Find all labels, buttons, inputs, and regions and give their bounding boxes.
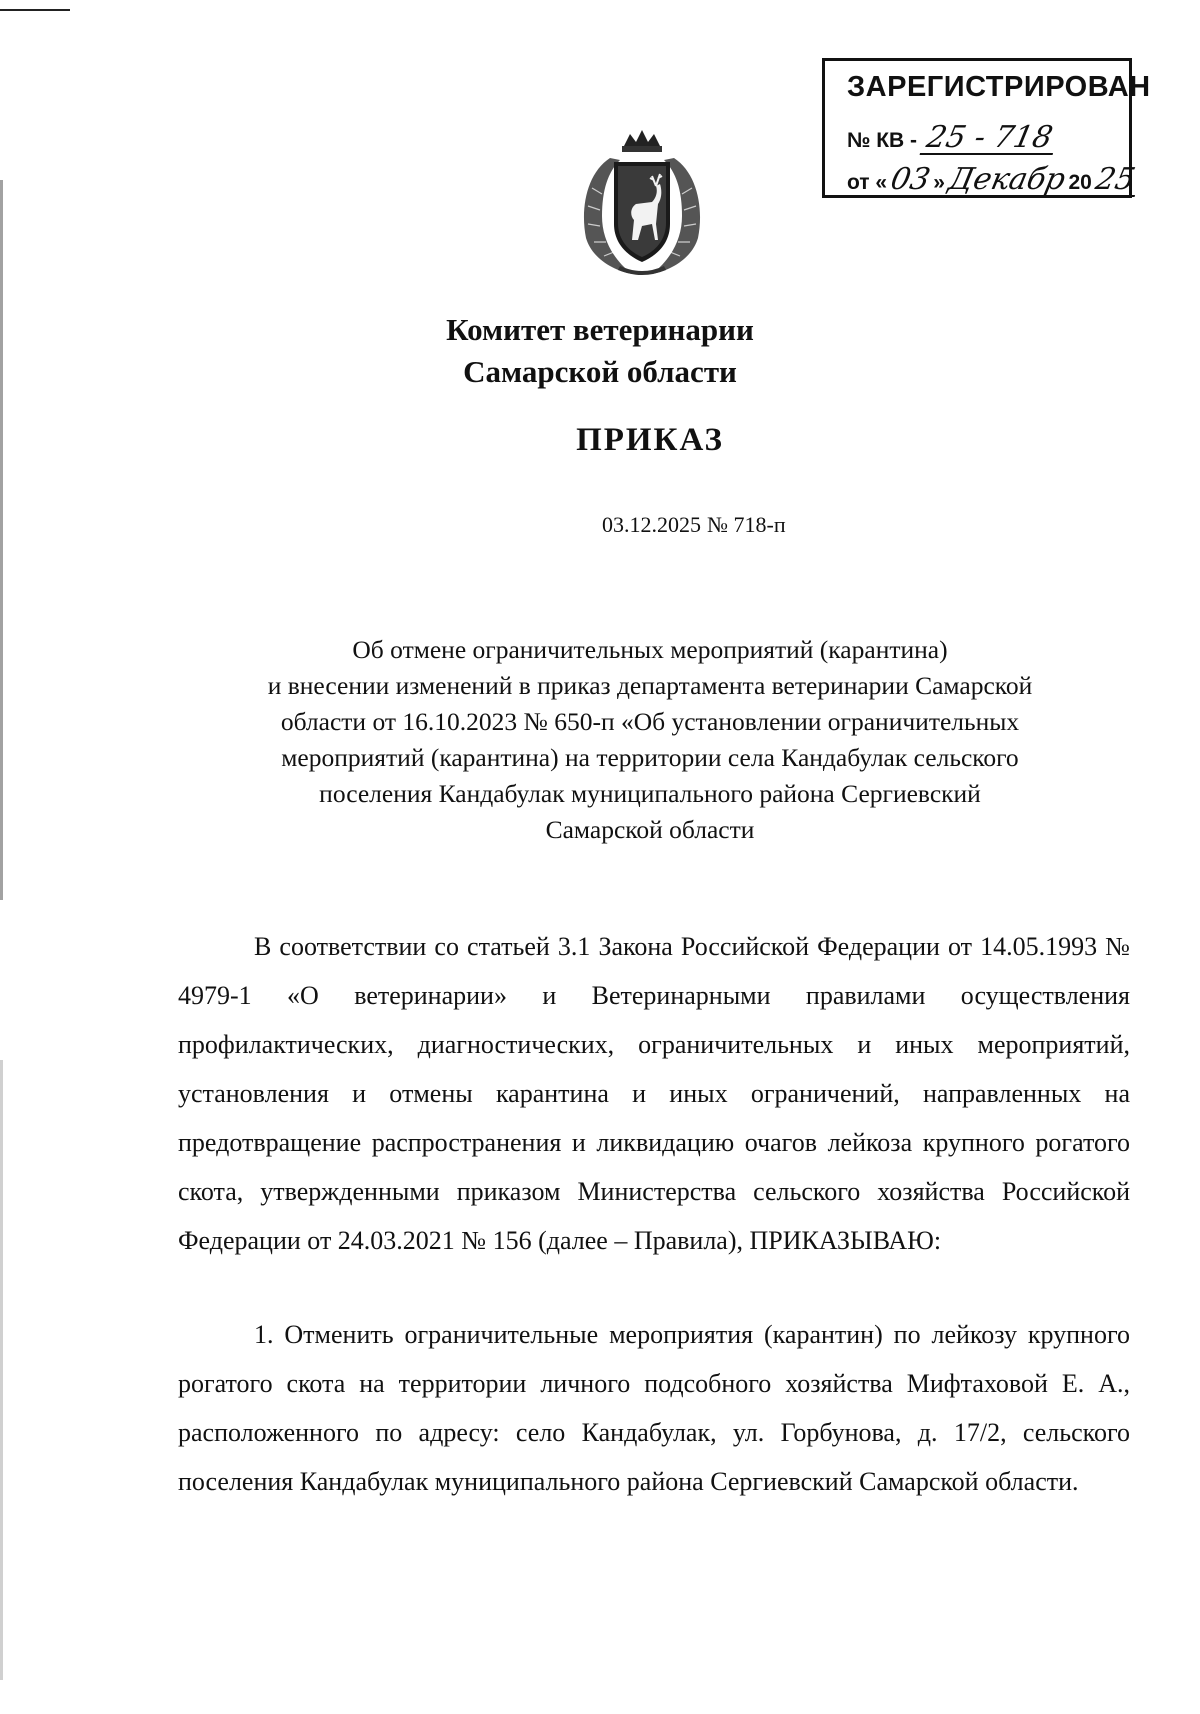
stamp-date-mid: » <box>933 171 945 194</box>
coat-of-arms-emblem <box>572 128 712 278</box>
stamp-date-year: 25 <box>1088 165 1141 197</box>
stamp-date-month: Декабр <box>942 165 1072 197</box>
stamp-title: ЗАРЕГИСТРИРОВАН <box>847 71 1151 103</box>
item-1-paragraph: 1. Отменить ограничительные мероприятия (карантин) по лейкозу крупного рогатого скота на территории личного подсобного хозяйства Мифтаховой Е. А., расположенного по адресу: село Кандабулак, ул. Горбунова, д. 17/2, сельского поселения Кандабулак муниципального района Сергиевский Самарской области. <box>178 1320 1130 1496</box>
stamp-date-prefix: от « <box>847 171 888 194</box>
body-preamble <box>178 922 1130 1265</box>
stamp-date-year-prefix: 20 <box>1068 171 1092 194</box>
stamp-date-day: 03 <box>884 165 937 197</box>
subject-line: мероприятий (карантина) на территории села Кандабулак сельского <box>281 743 1019 772</box>
order-subject <box>160 632 1140 848</box>
scan-artifact <box>0 180 3 900</box>
order-number: № 718-п <box>707 512 786 537</box>
stamp-date-row <box>847 162 1139 197</box>
document-type-title: ПРИКАЗ <box>576 422 724 458</box>
scan-artifact <box>0 9 70 11</box>
stamp-number-handwritten: 25 - 718 <box>920 123 1059 155</box>
org-name-line1: Комитет ветеринарии <box>446 312 754 347</box>
order-date-number <box>602 512 792 538</box>
crown-icon <box>622 130 662 152</box>
subject-line: области от 16.10.2023 № 650-п «Об установлении ограничительных <box>280 707 1020 736</box>
stamp-number-label: № КВ - <box>847 129 918 152</box>
org-name-line2: Самарской области <box>463 354 737 389</box>
body-item-1 <box>178 1310 1130 1506</box>
registration-stamp <box>822 58 1151 198</box>
order-date: 03.12.2025 <box>602 512 701 537</box>
subject-line: Самарской области <box>545 815 755 844</box>
subject-line: поселения Кандабулак муниципального района Сергиевский <box>319 779 981 808</box>
stamp-number-row <box>847 120 1056 155</box>
preamble-paragraph: В соответствии со статьей 3.1 Закона Российской Федерации от 14.05.1993 № 4979-1 «О ветеринарии» и Ветеринарными правилами осуществления профилактических, диагностических, ограничительных и иных мероприятий, установления и отмены карантина и иных ограничений, направленных на предотвращение распространения и ликвидацию очагов лейкоза крупного рогатого скота, утвержденными приказом Министерства сельского хозяйства Российской Федерации от 24.03.2021 № 156 (далее – Правила), ПРИКАЗЫВАЮ: <box>178 932 1130 1255</box>
scan-artifact <box>0 1060 3 1680</box>
subject-line: Об отмене ограничительных мероприятий (карантина) <box>352 635 948 664</box>
subject-line: и внесении изменений в приказ департамента ветеринарии Самарской <box>267 671 1033 700</box>
